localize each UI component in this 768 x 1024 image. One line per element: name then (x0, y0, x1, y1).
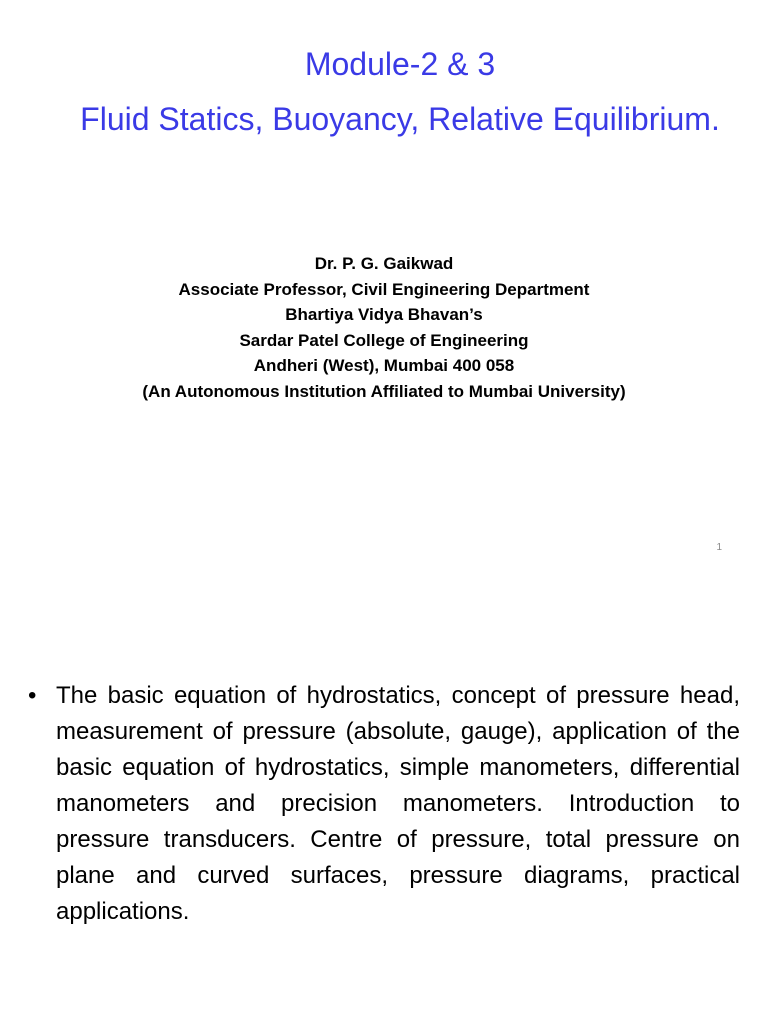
author-designation: Associate Professor, Civil Engineering Department (178, 279, 590, 299)
institution-affiliation: (An Autonomous Institution Affiliated to Mumbai University) (142, 381, 626, 401)
bullet-icon: • (28, 682, 37, 709)
author-info (0, 251, 768, 404)
slide-title: Module-2 & 3 (304, 46, 496, 82)
institution-name: Sardar Patel College of Engineering (239, 330, 529, 350)
bullet-text: The basic equation of hydrostatics, concept of pressure head, measurement of pressure (absolute, gauge), application of the basic equation of hydrostatics, simple manometers, differential manometers and precision manometers. Introduction to pressure transducers. Centre of pressure, total pressure on plane and curved surfaces, pressure diagrams, practical applications. (56, 682, 740, 925)
bullet-item (28, 678, 740, 930)
content-slide (0, 576, 768, 1024)
slide-subtitle: Fluid Statics, Buoyancy, Relative Equilibrium. (80, 101, 720, 137)
institution-parent: Bhartiya Vidya Bhavan’s (285, 305, 483, 324)
author-name: Dr. P. G. Gaikwad (314, 254, 454, 273)
slide-number: 1 (716, 542, 722, 553)
institution-address: Andheri (West), Mumbai 400 058 (253, 356, 515, 375)
